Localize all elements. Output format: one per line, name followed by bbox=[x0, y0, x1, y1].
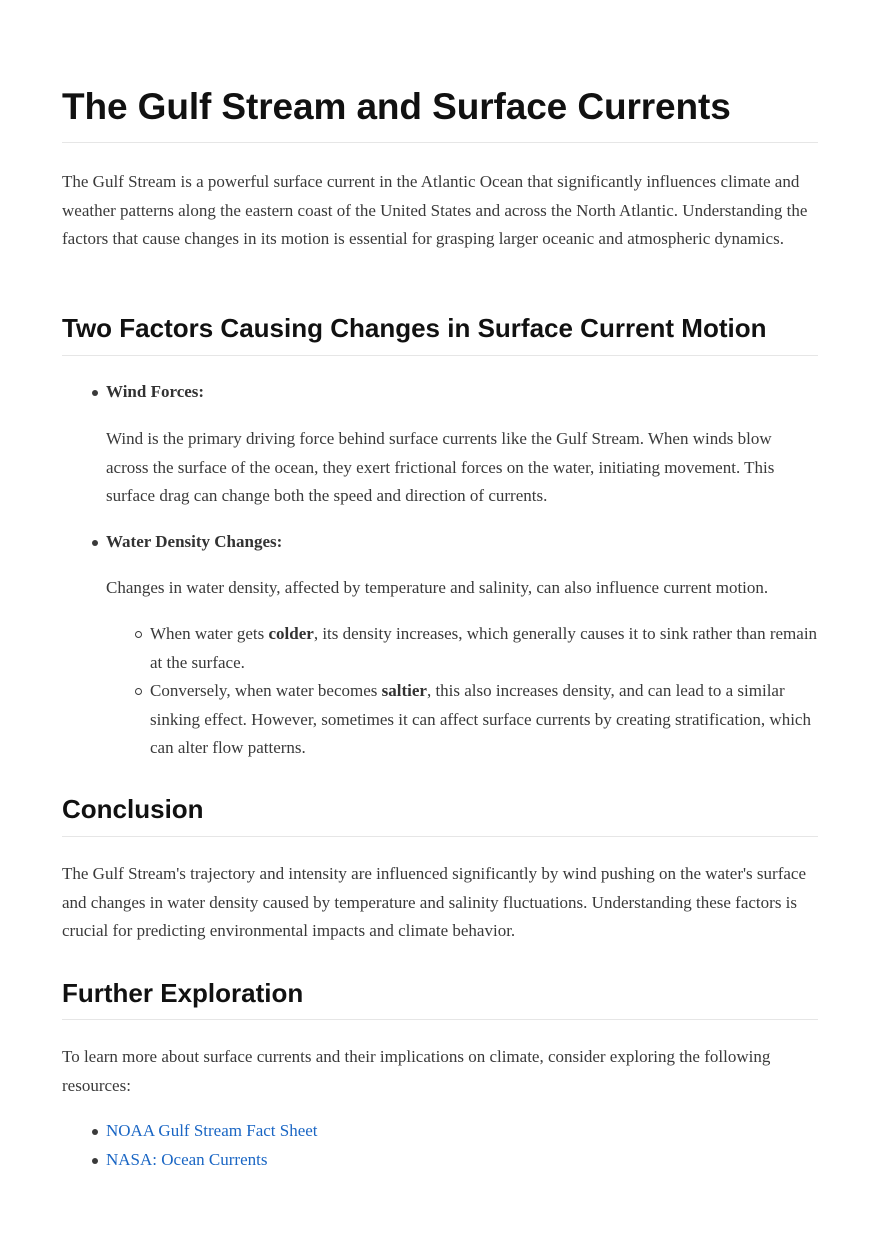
water-density-body: Changes in water density, affected by temperature and salinity, can also influence current motion. bbox=[106, 578, 769, 597]
title-divider bbox=[62, 142, 818, 143]
bullet-disc-icon bbox=[92, 390, 98, 396]
page-title: The Gulf Stream and Surface Currents bbox=[62, 86, 731, 127]
wind-forces-body: Wind is the primary driving force behind surface currents like the Gulf Stream. When winds blow across the surface of the ocean, they exert frictional forces on the water, initiating movement. This surface drag can change both the speed and direction of currents. bbox=[106, 429, 775, 505]
resource-list-item bbox=[106, 1146, 818, 1175]
intro-paragraph: The Gulf Stream is a powerful surface current in the Atlantic Ocean that significantly influences climate and weather patterns along the eastern coast of the United States and across the North Atlantic. Understanding the factors that cause changes in its motion is essential for grasping larger oceanic and atmospheric dynamics. bbox=[62, 172, 808, 248]
nasa-link[interactable]: NASA: Ocean Currents bbox=[106, 1150, 268, 1169]
bullet-disc-icon bbox=[92, 540, 98, 546]
conclusion-paragraph: The Gulf Stream's trajectory and intensity are influenced significantly by wind pushing on the water's surface and changes in water density caused by temperature and salinity fluctuations. Understanding these factors is crucial for predicting environmental impacts and climate behavior. bbox=[62, 864, 806, 940]
water-density-label: Water Density Changes: bbox=[106, 532, 283, 551]
sub-item-text: , its density increases, which generally causes it to sink rather than remain at the surface. bbox=[150, 624, 818, 672]
noaa-link[interactable]: NOAA Gulf Stream Fact Sheet bbox=[106, 1121, 318, 1140]
bullet-circle-icon bbox=[135, 688, 142, 695]
resource-list-item bbox=[106, 1117, 818, 1146]
factors-divider bbox=[62, 355, 818, 356]
sub-item-text: When water gets bbox=[150, 624, 269, 643]
sub-item-text: , this also increases density, and can lead to a similar sinking effect. However, sometimes it can affect surface currents by creating stratification, which can alter flow patterns. bbox=[150, 681, 811, 757]
sub-item-bold: saltier bbox=[381, 681, 427, 700]
bullet-circle-icon bbox=[135, 631, 142, 638]
sub-item-text: Conversely, when water becomes bbox=[150, 681, 382, 700]
sub-item-bold: colder bbox=[268, 624, 314, 643]
bullet-disc-icon bbox=[92, 1158, 98, 1164]
bullet-disc-icon bbox=[92, 1129, 98, 1135]
sub-item-saltier bbox=[150, 677, 818, 763]
wind-forces-label: Wind Forces: bbox=[106, 382, 205, 401]
further-paragraph: To learn more about surface currents and their implications on climate, consider exploring the following resources: bbox=[62, 1047, 771, 1095]
conclusion-heading: Conclusion bbox=[62, 794, 204, 824]
sub-item-colder bbox=[150, 620, 818, 677]
further-heading: Further Exploration bbox=[62, 978, 304, 1008]
conclusion-divider bbox=[62, 836, 818, 837]
factors-heading: Two Factors Causing Changes in Surface Current Motion bbox=[62, 313, 767, 343]
further-divider bbox=[62, 1019, 818, 1020]
